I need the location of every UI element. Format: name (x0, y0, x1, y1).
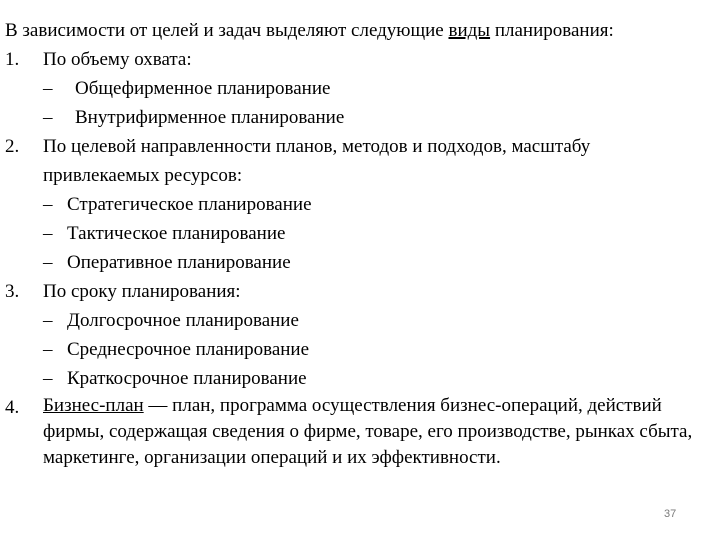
list-item-3-number: 3. (5, 281, 20, 302)
business-plan-definition: — план, программа осуществления бизнес-операций, действий фирмы, содержащая сведения о фирме, товаре, его производстве, рынках сбыта, маркетинге, организации операций и их эффективности. (43, 395, 693, 468)
sub-item-text: Стратегическое планирование (67, 194, 312, 215)
list-item-4-body (43, 393, 710, 471)
dash-bullet-icon: – (43, 107, 53, 128)
dash-bullet-icon: – (43, 310, 53, 331)
sub-item-text: Внутрифирменное планирование (75, 107, 345, 128)
page-number: 37 (664, 508, 677, 520)
sub-item-text: Общефирменное планирование (75, 78, 331, 99)
dash-bullet-icon: – (43, 252, 53, 273)
dash-bullet-icon: – (43, 194, 53, 215)
dash-bullet-icon: – (43, 339, 53, 360)
business-plan-term: Бизнес-план (43, 395, 144, 416)
sub-item-text: Долгосрочное планирование (67, 310, 299, 331)
sub-item-text: Оперативное планирование (67, 252, 291, 273)
dash-bullet-icon: – (43, 223, 53, 244)
list-item-4-number: 4. (5, 397, 20, 418)
dash-bullet-icon: – (43, 78, 53, 99)
sub-item-text: Среднесрочное планирование (67, 339, 310, 360)
sub-item-text: Тактическое планирование (67, 223, 286, 244)
list-item-2-title: По целевой направленности планов, методов и подходов, масштабу привлекаемых ресурсов: (43, 136, 591, 186)
sub-item-3-2 (5, 335, 710, 364)
list-item-3-title: По сроку планирования: (43, 281, 241, 302)
sub-item-text: Краткосрочное планирование (67, 368, 307, 389)
list-item-1 (5, 45, 710, 74)
sub-item-3-1 (5, 306, 710, 335)
list-item-2-number: 2. (5, 136, 20, 157)
sub-item-2-3 (5, 248, 710, 277)
sub-item-2-1 (5, 190, 710, 219)
list-item-3 (5, 277, 710, 306)
intro-text-after: планирования: (490, 20, 614, 41)
dash-bullet-icon: – (43, 368, 53, 389)
sub-item-2-2 (5, 219, 710, 248)
intro-underlined-word: виды (448, 20, 491, 41)
sub-item-3-3 (5, 364, 710, 393)
sub-item-1-1 (5, 74, 710, 103)
list-item-1-number: 1. (5, 49, 20, 70)
list-item-2 (5, 132, 710, 190)
list-item-1-title: По объему охвата: (43, 49, 192, 70)
list-item-4 (5, 393, 710, 477)
intro-paragraph (5, 16, 710, 45)
document-body (5, 16, 710, 477)
sub-item-1-2 (5, 103, 710, 132)
intro-text-before: В зависимости от целей и задач выделяют следующие (5, 20, 449, 41)
